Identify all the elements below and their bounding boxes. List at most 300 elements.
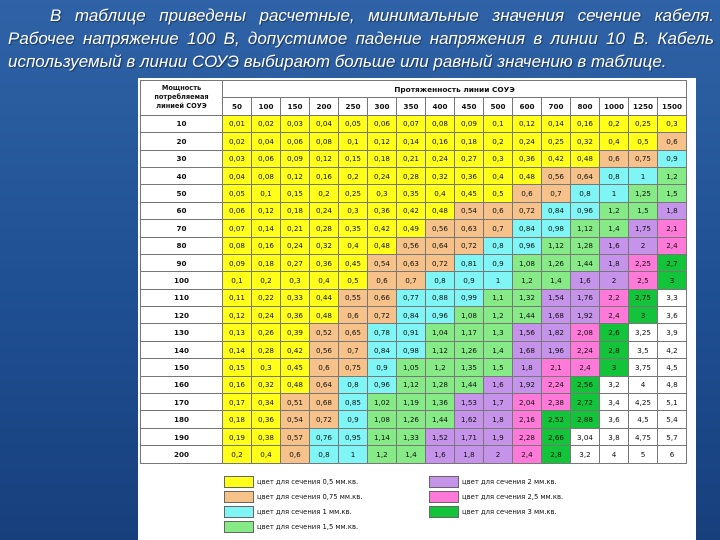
section-value-cell: 0,27 bbox=[455, 150, 484, 167]
section-value-cell: 1,25 bbox=[629, 185, 658, 202]
legend-swatch bbox=[224, 476, 254, 488]
section-value-cell: 0,4 bbox=[339, 237, 368, 254]
section-value-cell: 4,5 bbox=[658, 359, 687, 376]
section-value-cell: 3,75 bbox=[629, 359, 658, 376]
section-value-cell: 1,9 bbox=[484, 428, 513, 445]
section-value-cell: 0,38 bbox=[252, 428, 281, 445]
section-value-cell: 0,9 bbox=[455, 272, 484, 289]
length-header-cell: 1000 bbox=[600, 98, 629, 115]
section-value-cell: 2,2 bbox=[600, 289, 629, 306]
section-value-cell: 0,11 bbox=[223, 289, 252, 306]
section-value-cell: 0,54 bbox=[281, 411, 310, 428]
table-row bbox=[141, 133, 687, 150]
table-row bbox=[141, 359, 687, 376]
power-cell: 110 bbox=[141, 289, 223, 306]
section-value-cell: 0,7 bbox=[397, 272, 426, 289]
table-row bbox=[141, 237, 687, 254]
section-value-cell: 0,48 bbox=[368, 237, 397, 254]
section-value-cell: 0,21 bbox=[397, 150, 426, 167]
section-value-cell: 0,84 bbox=[397, 307, 426, 324]
legend-item bbox=[429, 491, 563, 503]
section-value-cell: 0,09 bbox=[455, 115, 484, 132]
section-value-cell: 0,26 bbox=[252, 324, 281, 341]
section-value-cell: 0,84 bbox=[513, 220, 542, 237]
section-value-cell: 0,21 bbox=[281, 220, 310, 237]
table-row bbox=[141, 272, 687, 289]
section-value-cell: 0,36 bbox=[310, 254, 339, 271]
section-value-cell: 0,18 bbox=[368, 150, 397, 167]
section-value-cell: 0,9 bbox=[484, 254, 513, 271]
section-value-cell: 0,72 bbox=[455, 237, 484, 254]
section-value-cell: 0,12 bbox=[223, 307, 252, 324]
section-value-cell: 0,51 bbox=[281, 394, 310, 411]
table-row bbox=[141, 446, 687, 463]
section-value-cell: 1,62 bbox=[455, 411, 484, 428]
section-value-cell: 0,78 bbox=[368, 324, 397, 341]
table-row bbox=[141, 185, 687, 202]
section-value-cell: 0,45 bbox=[455, 185, 484, 202]
section-value-cell: 4,75 bbox=[629, 428, 658, 445]
section-value-cell: 0,4 bbox=[600, 133, 629, 150]
section-value-cell: 4 bbox=[629, 376, 658, 393]
section-value-cell: 0,16 bbox=[223, 376, 252, 393]
section-value-cell: 0,15 bbox=[281, 185, 310, 202]
section-value-cell: 1,44 bbox=[571, 254, 600, 271]
section-value-cell: 0,48 bbox=[513, 167, 542, 184]
section-value-cell: 0,96 bbox=[426, 307, 455, 324]
section-value-cell: 1,6 bbox=[484, 376, 513, 393]
length-header-cell: 200 bbox=[310, 98, 339, 115]
section-value-cell: 1,2 bbox=[368, 446, 397, 463]
section-value-cell: 5 bbox=[629, 446, 658, 463]
section-value-cell: 0,4 bbox=[252, 446, 281, 463]
section-value-cell: 0,19 bbox=[223, 428, 252, 445]
section-value-cell: 1,6 bbox=[571, 272, 600, 289]
section-value-cell: 1,8 bbox=[658, 202, 687, 219]
section-value-cell: 0,36 bbox=[513, 150, 542, 167]
table-row bbox=[141, 150, 687, 167]
section-value-cell: 0,64 bbox=[426, 237, 455, 254]
section-value-cell: 0,06 bbox=[252, 150, 281, 167]
section-value-cell: 0,17 bbox=[223, 394, 252, 411]
section-value-cell: 2,8 bbox=[542, 446, 571, 463]
section-value-cell: 5,7 bbox=[658, 428, 687, 445]
power-cell: 60 bbox=[141, 202, 223, 219]
section-value-cell: 0,36 bbox=[252, 411, 281, 428]
section-value-cell: 1,2 bbox=[513, 272, 542, 289]
section-value-cell: 0,96 bbox=[571, 202, 600, 219]
section-value-cell: 0,08 bbox=[426, 115, 455, 132]
section-value-cell: 1,76 bbox=[571, 289, 600, 306]
section-value-cell: 0,85 bbox=[339, 394, 368, 411]
section-value-cell: 0,91 bbox=[397, 324, 426, 341]
section-value-cell: 0,6 bbox=[658, 133, 687, 150]
section-value-cell: 0,65 bbox=[339, 324, 368, 341]
section-value-cell: 3,5 bbox=[629, 341, 658, 358]
power-cell: 10 bbox=[141, 115, 223, 132]
length-header-cell: 350 bbox=[397, 98, 426, 115]
section-value-cell: 0,52 bbox=[310, 324, 339, 341]
section-value-cell: 1,14 bbox=[368, 428, 397, 445]
section-value-cell: 0,06 bbox=[368, 115, 397, 132]
length-header-cell: 1250 bbox=[629, 98, 658, 115]
section-value-cell: 0,8 bbox=[571, 185, 600, 202]
section-value-cell: 0,64 bbox=[571, 167, 600, 184]
section-value-cell: 3 bbox=[658, 272, 687, 289]
section-value-cell: 0,44 bbox=[310, 289, 339, 306]
section-value-cell: 1,04 bbox=[426, 324, 455, 341]
section-value-cell: 0,5 bbox=[629, 133, 658, 150]
section-value-cell: 1,08 bbox=[368, 411, 397, 428]
table-row bbox=[141, 167, 687, 184]
section-value-cell: 1,54 bbox=[542, 289, 571, 306]
section-value-cell: 0,7 bbox=[484, 220, 513, 237]
legend-label: цвет для сечения 2 мм.кв. bbox=[462, 478, 557, 486]
section-value-cell: 0,88 bbox=[426, 289, 455, 306]
section-value-cell: 1,2 bbox=[484, 307, 513, 324]
section-value-cell: 0,24 bbox=[281, 237, 310, 254]
section-value-cell: 0,28 bbox=[310, 220, 339, 237]
section-value-cell: 2,16 bbox=[513, 411, 542, 428]
section-value-cell: 0,96 bbox=[513, 237, 542, 254]
power-cell: 120 bbox=[141, 307, 223, 324]
table-row bbox=[141, 394, 687, 411]
section-value-cell: 1,4 bbox=[600, 220, 629, 237]
section-value-cell: 3,2 bbox=[600, 376, 629, 393]
section-value-cell: 1,05 bbox=[397, 359, 426, 376]
section-value-cell: 0,32 bbox=[252, 376, 281, 393]
section-value-cell: 2,72 bbox=[571, 394, 600, 411]
section-value-cell: 4 bbox=[600, 446, 629, 463]
section-value-cell: 3,6 bbox=[658, 307, 687, 324]
power-cell: 30 bbox=[141, 150, 223, 167]
section-value-cell: 1,08 bbox=[513, 254, 542, 271]
section-value-cell: 0,18 bbox=[455, 133, 484, 150]
table-row bbox=[141, 376, 687, 393]
section-value-cell: 0,64 bbox=[310, 376, 339, 393]
section-value-cell: 0,01 bbox=[223, 115, 252, 132]
section-value-cell: 0,35 bbox=[339, 220, 368, 237]
section-value-cell: 0,04 bbox=[252, 133, 281, 150]
section-value-cell: 0,4 bbox=[426, 185, 455, 202]
section-value-cell: 0,66 bbox=[368, 289, 397, 306]
section-value-cell: 1,96 bbox=[542, 341, 571, 358]
section-value-cell: 0,48 bbox=[571, 150, 600, 167]
power-cell: 170 bbox=[141, 394, 223, 411]
section-value-cell: 0,25 bbox=[629, 115, 658, 132]
section-value-cell: 1,8 bbox=[513, 359, 542, 376]
section-value-cell: 0,24 bbox=[513, 133, 542, 150]
section-value-cell: 1,28 bbox=[426, 376, 455, 393]
section-value-cell: 1,26 bbox=[397, 411, 426, 428]
section-value-cell: 0,32 bbox=[426, 167, 455, 184]
section-value-cell: 0,3 bbox=[484, 150, 513, 167]
section-value-cell: 0,04 bbox=[310, 115, 339, 132]
length-header-cell: 450 bbox=[455, 98, 484, 115]
section-value-cell: 1,1 bbox=[484, 289, 513, 306]
section-value-cell: 0,8 bbox=[484, 237, 513, 254]
section-value-cell: 0,76 bbox=[310, 428, 339, 445]
section-value-cell: 1,2 bbox=[658, 167, 687, 184]
power-cell: 160 bbox=[141, 376, 223, 393]
power-cell: 180 bbox=[141, 411, 223, 428]
section-value-cell: 0,9 bbox=[368, 359, 397, 376]
section-value-cell: 2,08 bbox=[571, 324, 600, 341]
legend-item bbox=[224, 521, 358, 533]
table-row bbox=[141, 428, 687, 445]
section-value-cell: 1,7 bbox=[484, 394, 513, 411]
section-value-cell: 5,4 bbox=[658, 411, 687, 428]
section-value-cell: 1,5 bbox=[629, 202, 658, 219]
section-value-cell: 1,19 bbox=[397, 394, 426, 411]
section-value-cell: 1,92 bbox=[513, 376, 542, 393]
section-value-cell: 2,7 bbox=[658, 254, 687, 271]
section-value-cell: 1,8 bbox=[484, 411, 513, 428]
section-value-cell: 0,8 bbox=[426, 272, 455, 289]
section-value-cell: 2,6 bbox=[600, 324, 629, 341]
power-cell: 140 bbox=[141, 341, 223, 358]
section-value-cell: 3,9 bbox=[658, 324, 687, 341]
section-value-cell: 1,8 bbox=[455, 446, 484, 463]
section-value-cell: 0,32 bbox=[310, 237, 339, 254]
section-value-cell: 0,72 bbox=[426, 254, 455, 271]
section-value-cell: 1,12 bbox=[571, 220, 600, 237]
color-legend bbox=[224, 476, 684, 536]
section-value-cell: 0,3 bbox=[252, 359, 281, 376]
length-header-cell: 250 bbox=[339, 98, 368, 115]
section-value-cell: 0,84 bbox=[368, 341, 397, 358]
section-value-cell: 1,2 bbox=[426, 359, 455, 376]
legend-item bbox=[429, 506, 557, 518]
section-value-cell: 0,12 bbox=[310, 150, 339, 167]
section-value-cell: 0,3 bbox=[658, 115, 687, 132]
section-value-cell: 2,5 bbox=[629, 272, 658, 289]
section-value-cell: 1,02 bbox=[368, 394, 397, 411]
section-value-cell: 1,36 bbox=[426, 394, 455, 411]
section-value-cell: 0,3 bbox=[368, 185, 397, 202]
section-value-cell: 0,1 bbox=[223, 272, 252, 289]
section-value-cell: 0,56 bbox=[542, 167, 571, 184]
section-value-cell: 2 bbox=[600, 272, 629, 289]
cable-section-table-document bbox=[138, 78, 696, 540]
length-header-cell: 600 bbox=[513, 98, 542, 115]
table-row bbox=[141, 254, 687, 271]
section-value-cell: 0,63 bbox=[397, 254, 426, 271]
power-cell: 90 bbox=[141, 254, 223, 271]
section-value-cell: 0,05 bbox=[223, 185, 252, 202]
legend-label: цвет для сечения 2,5 мм.кв. bbox=[462, 493, 564, 501]
section-value-cell: 0,9 bbox=[658, 150, 687, 167]
section-value-cell: 0,02 bbox=[252, 115, 281, 132]
section-value-cell: 2,04 bbox=[513, 394, 542, 411]
section-value-cell: 1 bbox=[629, 167, 658, 184]
section-value-cell: 0,6 bbox=[310, 359, 339, 376]
section-value-cell: 1,53 bbox=[455, 394, 484, 411]
section-value-cell: 0,56 bbox=[397, 237, 426, 254]
section-value-cell: 0,07 bbox=[223, 220, 252, 237]
section-value-cell: 0,6 bbox=[339, 307, 368, 324]
section-value-cell: 4,2 bbox=[658, 341, 687, 358]
section-value-cell: 0,75 bbox=[629, 150, 658, 167]
section-value-cell: 1,5 bbox=[484, 359, 513, 376]
section-value-cell: 1,28 bbox=[571, 237, 600, 254]
section-value-cell: 0,14 bbox=[252, 220, 281, 237]
legend-swatch bbox=[224, 521, 254, 533]
power-cell: 50 bbox=[141, 185, 223, 202]
section-value-cell: 3,25 bbox=[629, 324, 658, 341]
section-value-cell: 1,2 bbox=[600, 202, 629, 219]
section-value-cell: 0,98 bbox=[542, 220, 571, 237]
legend-swatch bbox=[224, 491, 254, 503]
section-value-cell: 2,4 bbox=[513, 446, 542, 463]
section-value-cell: 0,1 bbox=[252, 185, 281, 202]
table-row bbox=[141, 341, 687, 358]
section-value-cell: 0,2 bbox=[600, 115, 629, 132]
section-value-cell: 6 bbox=[658, 446, 687, 463]
section-value-cell: 0,06 bbox=[281, 133, 310, 150]
section-value-cell: 0,25 bbox=[339, 185, 368, 202]
section-value-cell: 1,35 bbox=[455, 359, 484, 376]
legend-label: цвет для сечения 1 мм.кв. bbox=[257, 508, 352, 516]
legend-swatch bbox=[429, 506, 459, 518]
section-value-cell: 2 bbox=[629, 237, 658, 254]
section-value-cell: 1,4 bbox=[484, 341, 513, 358]
section-value-cell: 0,55 bbox=[339, 289, 368, 306]
power-cell: 190 bbox=[141, 428, 223, 445]
section-value-cell: 0,68 bbox=[310, 394, 339, 411]
section-value-cell: 0,6 bbox=[368, 272, 397, 289]
length-header-cell: 700 bbox=[542, 98, 571, 115]
section-value-cell: 0,8 bbox=[339, 376, 368, 393]
section-value-cell: 0,54 bbox=[368, 254, 397, 271]
section-value-cell: 2,66 bbox=[542, 428, 571, 445]
length-header-cell: 800 bbox=[571, 98, 600, 115]
power-cell: 40 bbox=[141, 167, 223, 184]
section-value-cell: 0,14 bbox=[542, 115, 571, 132]
power-cell: 100 bbox=[141, 272, 223, 289]
section-value-cell: 0,8 bbox=[600, 167, 629, 184]
section-value-cell: 0,72 bbox=[310, 411, 339, 428]
length-header-cell: 300 bbox=[368, 98, 397, 115]
section-value-cell: 3,04 bbox=[571, 428, 600, 445]
section-value-cell: 1 bbox=[484, 272, 513, 289]
section-value-cell: 1 bbox=[600, 185, 629, 202]
section-value-cell: 0,75 bbox=[339, 359, 368, 376]
section-value-cell: 0,48 bbox=[426, 202, 455, 219]
section-value-cell: 0,08 bbox=[252, 167, 281, 184]
section-value-cell: 0,16 bbox=[252, 237, 281, 254]
table-row bbox=[141, 324, 687, 341]
section-value-cell: 0,2 bbox=[252, 272, 281, 289]
section-value-cell: 0,5 bbox=[339, 272, 368, 289]
section-value-cell: 0,63 bbox=[455, 220, 484, 237]
section-value-cell: 0,34 bbox=[252, 394, 281, 411]
legend-label: цвет для сечения 0,75 мм.кв. bbox=[257, 493, 363, 501]
section-value-cell: 2,4 bbox=[600, 307, 629, 324]
section-value-cell: 0,72 bbox=[513, 202, 542, 219]
legend-swatch bbox=[429, 476, 459, 488]
legend-item bbox=[224, 506, 352, 518]
section-value-cell: 0,04 bbox=[223, 167, 252, 184]
section-value-cell: 0,56 bbox=[310, 341, 339, 358]
section-value-cell: 0,24 bbox=[252, 307, 281, 324]
section-value-cell: 0,99 bbox=[455, 289, 484, 306]
section-value-cell: 3,6 bbox=[600, 411, 629, 428]
section-value-cell: 3,3 bbox=[658, 289, 687, 306]
section-value-cell: 2,88 bbox=[571, 411, 600, 428]
section-value-cell: 0,45 bbox=[281, 359, 310, 376]
length-header-cell: 400 bbox=[426, 98, 455, 115]
section-value-cell: 1,4 bbox=[397, 446, 426, 463]
section-value-cell: 0,84 bbox=[542, 202, 571, 219]
section-value-cell: 0,49 bbox=[397, 220, 426, 237]
section-value-cell: 3 bbox=[629, 307, 658, 324]
section-value-cell: 0,15 bbox=[223, 359, 252, 376]
section-value-cell: 0,2 bbox=[484, 133, 513, 150]
legend-label: цвет для сечения 1,5 мм.кв. bbox=[257, 523, 359, 531]
section-value-cell: 2,52 bbox=[542, 411, 571, 428]
section-value-cell: 0,4 bbox=[484, 167, 513, 184]
length-header-cell: 500 bbox=[484, 98, 513, 115]
section-value-cell: 0,42 bbox=[281, 341, 310, 358]
section-value-cell: 0,2 bbox=[310, 185, 339, 202]
section-value-cell: 0,33 bbox=[281, 289, 310, 306]
section-value-cell: 0,18 bbox=[223, 411, 252, 428]
length-header-cell: 100 bbox=[252, 98, 281, 115]
section-value-cell: 0,36 bbox=[368, 202, 397, 219]
section-value-cell: 0,36 bbox=[455, 167, 484, 184]
section-value-cell: 0,09 bbox=[223, 254, 252, 271]
power-cell: 150 bbox=[141, 359, 223, 376]
section-value-cell: 1,8 bbox=[600, 254, 629, 271]
section-value-cell: 0,12 bbox=[368, 133, 397, 150]
section-value-cell: 2,24 bbox=[571, 341, 600, 358]
power-cell: 70 bbox=[141, 220, 223, 237]
table-row bbox=[141, 289, 687, 306]
section-value-cell: 0,18 bbox=[281, 202, 310, 219]
section-value-cell: 0,28 bbox=[252, 341, 281, 358]
section-value-cell: 1,32 bbox=[513, 289, 542, 306]
section-value-cell: 1,12 bbox=[397, 376, 426, 393]
section-value-cell: 0,16 bbox=[571, 115, 600, 132]
section-value-cell: 0,06 bbox=[223, 202, 252, 219]
section-value-cell: 0,03 bbox=[281, 115, 310, 132]
section-value-cell: 0,42 bbox=[542, 150, 571, 167]
section-value-cell: 0,6 bbox=[600, 150, 629, 167]
section-value-cell: 0,72 bbox=[368, 307, 397, 324]
section-value-cell: 0,39 bbox=[281, 324, 310, 341]
section-value-cell: 3,8 bbox=[600, 428, 629, 445]
section-value-cell: 1,5 bbox=[658, 185, 687, 202]
section-value-cell: 0,24 bbox=[426, 150, 455, 167]
section-value-cell: 4,5 bbox=[629, 411, 658, 428]
section-value-cell: 0,14 bbox=[397, 133, 426, 150]
section-value-cell: 0,54 bbox=[455, 202, 484, 219]
section-value-cell: 0,14 bbox=[223, 341, 252, 358]
section-value-cell: 2,4 bbox=[658, 237, 687, 254]
section-value-cell: 0,6 bbox=[513, 185, 542, 202]
section-value-cell: 5,1 bbox=[658, 394, 687, 411]
section-value-cell: 0,12 bbox=[281, 167, 310, 184]
section-value-cell: 1,33 bbox=[397, 428, 426, 445]
section-value-cell: 1,68 bbox=[513, 341, 542, 358]
section-value-cell: 2,28 bbox=[513, 428, 542, 445]
section-value-cell: 2,1 bbox=[542, 359, 571, 376]
section-value-cell: 0,81 bbox=[455, 254, 484, 271]
section-value-cell: 0,36 bbox=[281, 307, 310, 324]
section-value-cell: 0,42 bbox=[368, 220, 397, 237]
section-value-cell: 0,09 bbox=[281, 150, 310, 167]
